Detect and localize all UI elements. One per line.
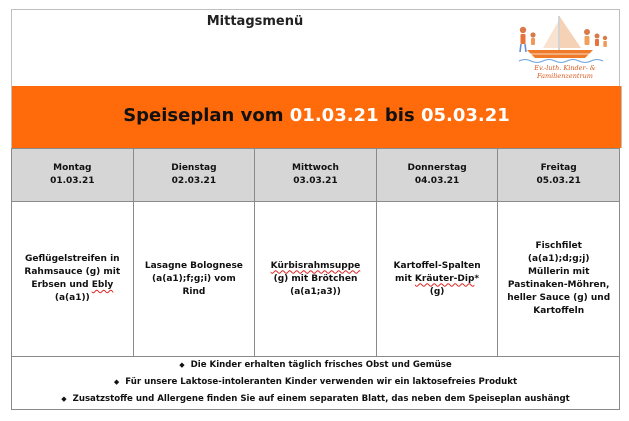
logo-caption-line2: Familienzentrum	[537, 72, 593, 80]
meal-line: (g) mit Brötchen	[273, 273, 358, 284]
title-bar	[11, 9, 498, 86]
notes-footer	[11, 357, 620, 410]
meal-line: (a(a1;a3))	[290, 286, 341, 297]
note-text: Für unsere Laktose-intoleranten Kinder verwenden wir ein laktosefreies Produkt	[125, 377, 518, 387]
diamond-bullet-icon: ◆	[179, 361, 185, 369]
meal-line: Fischfilet	[535, 241, 582, 251]
logo-caption-line1: Ev.-luth. Kinder- &	[534, 64, 596, 72]
meal-fragment: *	[474, 273, 480, 284]
meal-line: Kartoffel-Spalten	[393, 260, 481, 271]
meal-line: Lasagne Bolognese	[144, 260, 243, 271]
page-title: Mittagsmenü	[206, 14, 304, 29]
boat-family-logo-icon	[497, 10, 619, 66]
day-header-wednesday	[255, 149, 377, 202]
day-name: Montag	[53, 163, 92, 173]
diamond-bullet-icon: ◆	[61, 395, 67, 403]
note-item	[12, 391, 619, 408]
meal-line: Rahmsauce (g) mit	[24, 267, 121, 277]
meal-line: Pastinaken-Möhren,	[507, 280, 610, 290]
meal-fragment-spellcheck: Kräuter-Dip	[414, 273, 475, 284]
day-name: Freitag	[540, 163, 577, 173]
note-item	[12, 357, 619, 374]
meal-line: heller Sauce (g) und	[507, 293, 611, 303]
meal-line: Kartoffeln	[533, 306, 585, 316]
weekday-header-row	[12, 149, 620, 202]
meal-row	[12, 202, 620, 357]
meal-line	[16, 279, 129, 292]
note-text: Zusatzstoffe und Allergene finden Sie auf einem separaten Blatt, das neben dem Speiseplan aushängt	[72, 394, 570, 404]
banner-prefix: Speiseplan vom	[123, 105, 284, 126]
meal-fragment: mit	[395, 273, 415, 284]
menu-table	[11, 148, 620, 357]
meal-line	[381, 273, 494, 286]
meal-tuesday	[133, 202, 255, 357]
day-header-tuesday	[133, 149, 255, 202]
meal-line: Rind	[182, 286, 206, 297]
meal-line: (a(a1))	[54, 293, 90, 303]
meal-fragment: Erbsen und	[31, 280, 92, 290]
banner-heading	[12, 105, 621, 126]
logo-caption	[515, 64, 615, 80]
day-header-friday	[498, 149, 620, 202]
meal-line: (a(a1);f;g;i) vom	[152, 273, 236, 284]
day-header-thursday	[376, 149, 498, 202]
meal-thursday	[376, 202, 498, 357]
meal-wednesday	[255, 202, 377, 357]
meal-monday	[12, 202, 134, 357]
meal-line: Müllerin mit	[527, 267, 590, 277]
diamond-bullet-icon: ◆	[113, 378, 120, 386]
week-banner	[11, 86, 622, 148]
meal-fragment-spellcheck: Ebly	[91, 280, 114, 290]
banner-date-to: 05.03.21	[420, 105, 510, 126]
day-name: Dienstag	[171, 163, 217, 173]
banner-joiner: bis	[384, 105, 415, 126]
kita-logo	[497, 9, 620, 86]
meal-line: Geflügelstreifen in	[25, 254, 120, 264]
day-name: Donnerstag	[407, 163, 467, 173]
day-date: 05.03.21	[536, 176, 581, 186]
day-date: 02.03.21	[171, 176, 217, 186]
day-date: 01.03.21	[50, 176, 95, 186]
meal-line: Kürbisrahmsuppe	[270, 260, 361, 271]
day-date: 03.03.21	[293, 176, 338, 186]
banner-date-from: 01.03.21	[289, 105, 379, 126]
meal-friday	[498, 202, 620, 357]
meal-line: (g)	[429, 286, 445, 297]
note-text: Die Kinder erhalten täglich frisches Obst und Gemüse	[190, 360, 452, 370]
day-header-monday	[12, 149, 134, 202]
note-item	[12, 374, 619, 391]
day-date: 04.03.21	[414, 176, 460, 186]
day-name: Mittwoch	[292, 163, 339, 173]
meal-line: (a(a1);d;g;j)	[527, 254, 590, 264]
